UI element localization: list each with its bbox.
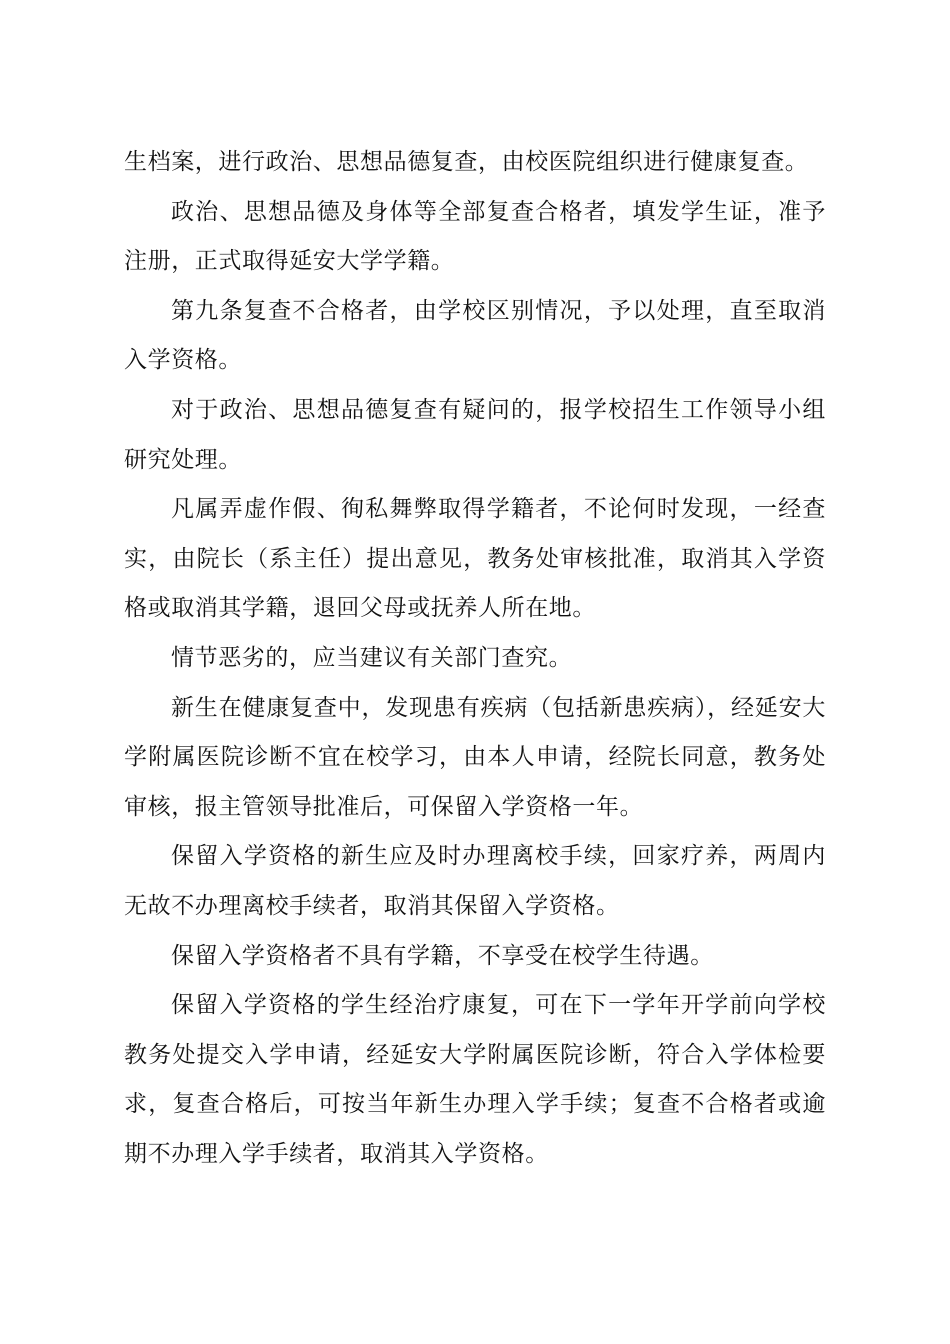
paragraph-9: 保留入学资格者不具有学籍，不享受在校学生待遇。 bbox=[171, 942, 714, 969]
paragraph-2: 政治、思想品德及身体等全部复查合格者，填发学生证，准予注册，正式取得延安大学学籍。 bbox=[124, 198, 826, 275]
paragraph-7: 新生在健康复查中，发现患有疾病（包括新患疾病），经延安大学附属医院诊断不宜在校学习，由本人申请，经院长同意，教务处审核，报主管领导批准后，可保留入学资格一年。 bbox=[124, 694, 826, 820]
paragraph-10: 保留入学资格的学生经治疗康复，可在下一学年开学前向学校教务处提交入学申请，经延安大学附属医院诊断，符合入学体检要求，复查合格后，可按当年新生办理入学手续；复查不合格者或逾期不办理入学手续者，取消其入学资格。 bbox=[124, 992, 826, 1167]
paragraph-6: 情节恶劣的，应当建议有关部门查究。 bbox=[171, 644, 573, 671]
paragraph-8: 保留入学资格的新生应及时办理离校手续，回家疗养，两周内无故不办理离校手续者，取消其保留入学资格。 bbox=[124, 843, 826, 919]
document-body bbox=[124, 138, 826, 1179]
paragraph-1: 生档案，进行政治、思想品德复查，由校医院组织进行健康复查。 bbox=[124, 149, 809, 175]
paragraph-4: 对于政治、思想品德复查有疑问的，报学校招生工作领导小组研究处理。 bbox=[124, 396, 826, 473]
paragraph-5: 凡属弄虚作假、徇私舞弊取得学籍者，不论何时发现，一经查实，由院长（系主任）提出意见，教务处审核批准，取消其入学资格或取消其学籍，退回父母或抚养人所在地。 bbox=[124, 496, 826, 622]
paragraph-3: 第九条复查不合格者，由学校区别情况，予以处理，直至取消入学资格。 bbox=[124, 297, 826, 374]
